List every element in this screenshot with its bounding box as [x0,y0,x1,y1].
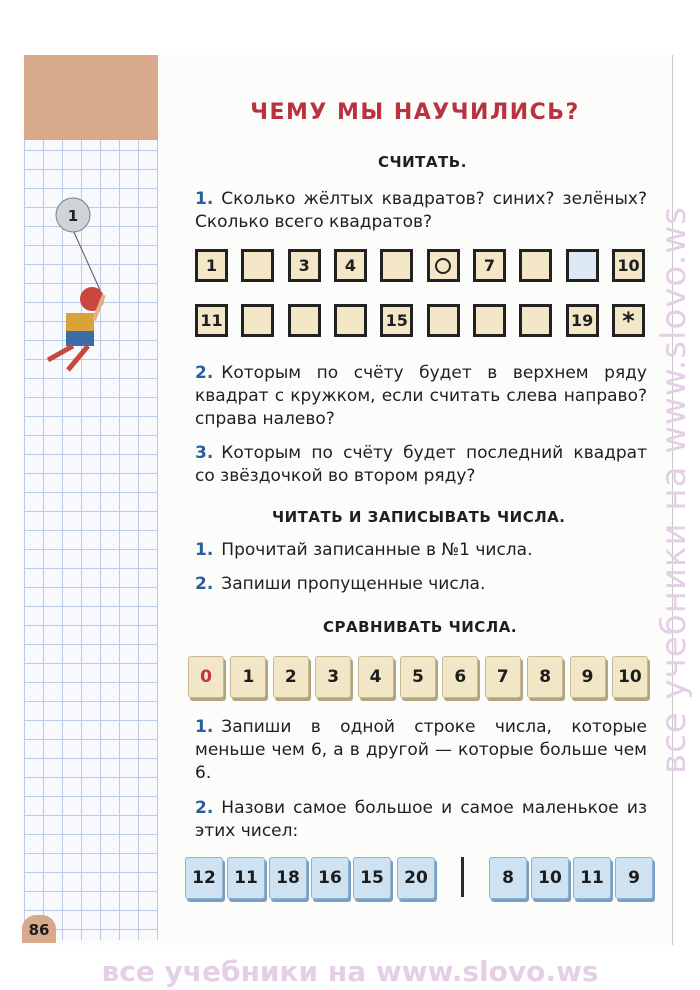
task-number: 3. [195,443,214,463]
blue-number-card: 8 [489,857,527,899]
squares-row-top [195,249,645,282]
watermark-side-text: все учебники на www.slovo.ws [654,206,694,774]
square-label: 7 [483,256,496,275]
square-cell [519,249,552,282]
square-cell [241,304,274,337]
watermark-bottom: все учебники на www.slovo.ws [101,955,599,988]
square-label: 15 [385,311,408,330]
section-heading-compare: СРАВНИВАТЬ ЧИСЛА. [323,618,518,636]
blue-cards-row [185,857,650,901]
star-icon: * [622,306,635,335]
blue-number-card: 10 [531,857,569,899]
square-cell [334,304,367,337]
blue-number-card: 16 [311,857,349,899]
square-cell [288,304,321,337]
task-number: 1. [195,189,214,209]
blue-number-card: 20 [397,857,435,899]
task-compare-2 [195,797,647,843]
task-text: Запиши пропущенные числа. [221,574,486,594]
blue-number-card: 11 [573,857,611,899]
square-cell [334,249,367,282]
number-card: 7 [485,656,521,698]
task-read-1 [195,539,647,562]
task-number: 1. [195,540,214,560]
square-cell [380,249,413,282]
square-label: 1 [205,256,218,275]
square-cell [566,304,599,337]
task-count-3 [195,442,647,488]
blue-number-card: 18 [269,857,307,899]
number-card: 9 [570,656,606,698]
number-card: 1 [230,656,266,698]
square-cell [519,304,552,337]
number-cards-row [188,656,648,698]
number-card: 10 [612,656,648,698]
circle-icon [435,258,451,274]
number-card: 3 [315,656,351,698]
balloon-number: 1 [67,207,79,225]
task-text: Сколько жёлтых квадратов? синих? зелёных? Сколько всего квадратов? [195,189,647,232]
blue-number-card: 9 [615,857,653,899]
task-read-2 [195,573,647,596]
square-cell [427,249,460,282]
task-number: 2. [195,363,214,383]
task-number: 1. [195,717,214,737]
number-card: 2 [273,656,309,698]
task-text: Которым по счёту будет последний квадрат со звёздочкой во втором ряду? [195,443,647,486]
number-card: 8 [527,656,563,698]
task-compare-1 [195,716,647,785]
square-label: 10 [617,256,640,275]
square-label: 11 [200,311,223,330]
task-count-2 [195,362,647,431]
blue-number-card: 15 [353,857,391,899]
balloon-boy-illustration [28,195,128,385]
square-cell [427,304,460,337]
square-cell [473,249,506,282]
square-label: 19 [570,311,594,330]
number-card: 0 [188,656,224,698]
task-number: 2. [195,574,214,594]
section-heading-read: ЧИТАТЬ И ЗАПИСЫВАТЬ ЧИСЛА. [272,508,566,526]
square-cell [473,304,506,337]
grid-margin [24,55,158,940]
task-text: Запиши в одной строке числа, которые меньше чем 6, а в другой — которые больше чем 6. [195,717,647,783]
square-cell [241,249,274,282]
blue-number-card: 11 [227,857,265,899]
squares-row-bottom [195,304,645,337]
square-cell [612,304,645,337]
square-cell [288,249,321,282]
task-count-1 [195,188,647,234]
section-heading-count: СЧИТАТЬ. [378,153,467,171]
page-number: 86 [22,915,56,943]
task-text: Назови самое большое и самое маленькое из этих чисел: [195,798,647,841]
task-text: Прочитай записанные в №1 числа. [221,540,533,560]
square-cell [380,304,413,337]
square-label: 3 [298,256,310,275]
blue-number-card: 12 [185,857,223,899]
page-title: ЧЕМУ МЫ НАУЧИЛИСЬ? [250,100,580,125]
square-cell [195,249,228,282]
number-card: 4 [358,656,394,698]
square-cell [566,249,599,282]
square-cell [612,249,645,282]
cards-divider [461,857,464,897]
corner-decor [24,55,158,140]
number-card: 6 [442,656,478,698]
square-label: 4 [344,256,357,275]
square-cell [195,304,228,337]
task-text: Которым по счёту будет в верхнем ряду квадрат с кружком, если считать слева направо? справа налево? [195,363,647,429]
watermark-side [654,120,694,860]
task-number: 2. [195,798,214,818]
number-card: 5 [400,656,436,698]
